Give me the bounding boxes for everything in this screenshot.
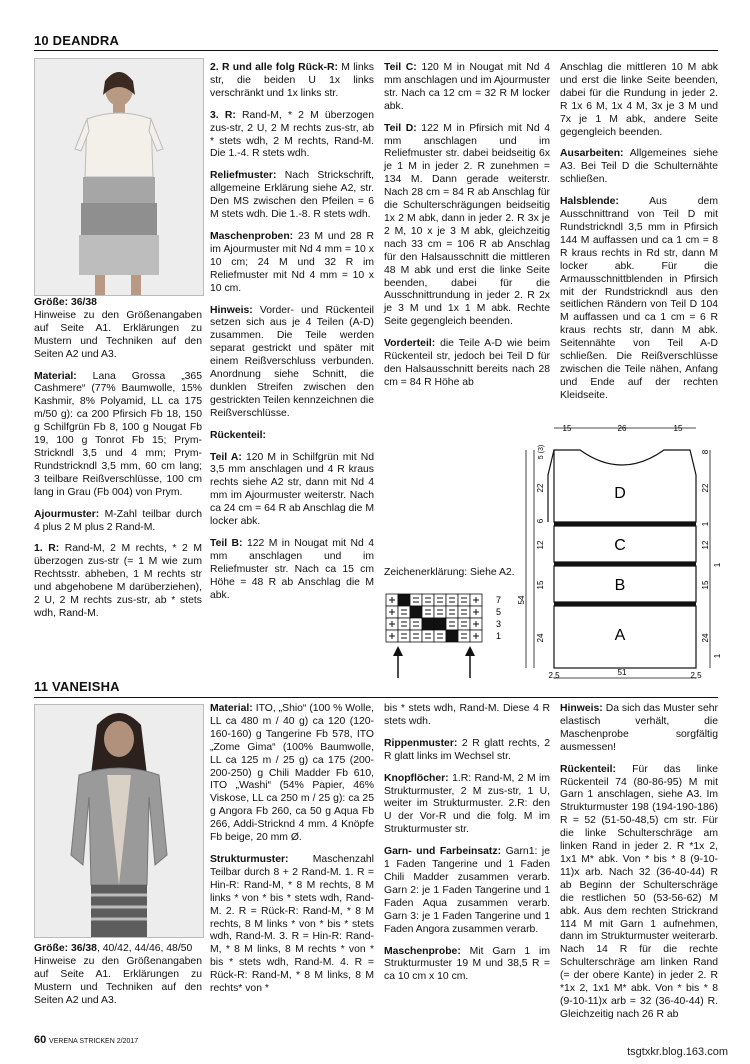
page-footer [34, 1034, 138, 1046]
paragraph-heading: Hinweis: [560, 703, 603, 714]
chart-row-label: 5 [496, 607, 502, 617]
size-heading: Größe: 36/38 [34, 297, 97, 308]
paragraph-heading: Material: [210, 703, 253, 714]
deandra-column-2 [210, 62, 374, 612]
deandra-column-4 [560, 62, 718, 412]
dim-right-mark: 1 [713, 562, 722, 568]
section-rule [34, 50, 718, 51]
paragraph [34, 509, 202, 535]
dim-right: 24 [701, 633, 710, 643]
paragraph [34, 297, 202, 362]
paragraph-heading: Material: [34, 370, 77, 382]
chart-cell [410, 630, 422, 642]
paragraph-heading: Maschenproben: [210, 230, 294, 242]
paragraph [210, 170, 374, 222]
paragraph-heading: Rückenteil: [210, 429, 267, 441]
paragraph [210, 110, 374, 162]
paragraph [384, 738, 550, 764]
paragraph-text: 1.R: Rand-M, 2 M im Strukturmuster, 2 M zus-str, 1 U, weiter im Strukturmuster. 2.R: den U der Vor-R und die folg. M im Strukturmuster str. [384, 772, 550, 836]
zipper-strip [554, 522, 696, 526]
deandra-column-1 [34, 297, 202, 630]
paragraph-text: Lana Grossa „365 Cashmere“ (77% Baumwolle, 15% Kashmir, 8% Polyamid, LL ca 175 m/50 g): ca 200 Pfirsich Fb 18, 150 g Schilfgrün Fb 8, 100 g Nougat Fb 19, 100 g Tonrot Fb 15; Prym-Strickndl 3,5 und 4 mm; Prym-Rundstrickndl 3,5 mm, 60 cm lang; 3 teilbare Reißverschlüsse, 100 cm lang in Grau (Fb 004) von Prym. [34, 370, 202, 498]
chart-cell [422, 606, 434, 618]
paragraph [210, 452, 374, 529]
paragraph-heading: Rückenteil: [560, 763, 617, 775]
chart-cell [410, 618, 422, 630]
paragraph-heading: Halsblende: [560, 196, 619, 208]
paragraph [384, 703, 550, 729]
paragraph-text: Garn1: je 1 Faden Tangerine und 1 Faden Chili Madder zusammen verarb. Garn 2: je 1 Faden Tangerine und 1 Faden Aqua zusammen verarb. Garn 3: je 1 Faden Tangerine und 1 Faden Angora zusammen verarb. [384, 846, 550, 935]
paragraph-text: bis * stets wdh, Rand-M. Diese 4 R stets wdh. [384, 703, 550, 727]
dress-schematic [517, 420, 730, 684]
chart-row-label: 1 [496, 631, 502, 641]
chart-cell [434, 606, 446, 618]
chart-cell [446, 630, 458, 642]
paragraph-text: 120 M in Nougat mit Nd 4 mm anschlagen und im Ajourmuster str. Nach ca 12 cm = 32 R M locker abk. [384, 62, 550, 112]
chart-grid [386, 594, 482, 642]
deandra-photo [34, 58, 204, 296]
paragraph-heading: Reliefmuster: [210, 170, 277, 182]
chart-row-label: 7 [496, 595, 502, 605]
magazine-name: VERENA STRICKEN 2/2017 [49, 1038, 139, 1045]
paragraph [560, 196, 718, 403]
paragraph [560, 148, 718, 187]
dress-model-image [35, 59, 203, 295]
dim-left: 6 [536, 518, 545, 524]
chart-cell [434, 630, 446, 642]
paragraph-text: 120 M in Schilfgrün mit Nd 3,5 mm anschlagen und 4 R kraus rechts siehe A2 str, dann mit Nd 4 mm im Ajourmuster weiterstr. Nach ca 24 cm = 64 R ab Anschlag die M locker abk. [210, 451, 375, 528]
paragraph [560, 62, 718, 139]
part-label-d: D [614, 485, 626, 502]
paragraph-text: Maschenzahl Teilbar durch 8 + 2 Rand-M. 1. R = Hin-R: Rand-M, * 8 M rechts, 8 M links * von * bis * stets wdh, Rand-M. 2. R = Rück-R: Rand-M, * 8 M rechts, 8 M links * von * bis * stets wdh, Rand-M. 3. R = Hin-R: Rand-M, * 8 M links, 8 M rechts * von * bis * stets wdh, Rand-M. 4. R = Rück-R: Rand-M, * 8 M links, 8 M rechts* von * [210, 853, 374, 995]
chart-cell [446, 618, 458, 630]
paragraph-heading: Teil D: [384, 122, 417, 134]
zipper-strip [554, 602, 696, 606]
paragraph-text: 2 R glatt rechts, 2 R glatt links im Wechsel str. [384, 737, 550, 762]
paragraph-text: Da sich das Muster sehr elastisch verhält, die Maschenprobe sorgfältig ausmessen! [560, 703, 718, 753]
chart-cell [410, 606, 422, 618]
paragraph-text: 122 M in Nougat mit Nd 4 mm anschlagen und im Reliefmuster str. Nach ca 15 cm Höhe = 48 R ab Anschlag die M abk. [210, 538, 374, 601]
paragraph-text: die Teile A-D wie beim Rückenteil str, jedoch bei Teil D für den Halsausschnitt bereits nach 28 cm = 84 R Höhe ab [384, 338, 550, 388]
chart-cell [458, 618, 470, 630]
dim-right: 12 [701, 540, 710, 550]
section-rule [34, 697, 718, 698]
arrow-up-icon [393, 646, 403, 678]
chart-row-label: 3 [496, 619, 502, 629]
zipper-strip [554, 562, 696, 566]
legend-label: Zeichenerklärung: Siehe A2. [384, 567, 515, 578]
size-heading: Größe: 36/38 [34, 943, 97, 954]
dim-left: 12 [536, 540, 545, 550]
paragraph-heading: Rippenmuster: [384, 737, 458, 749]
chart-cell [422, 618, 434, 630]
dim-bottom-mid: 51 [617, 668, 627, 677]
knitting-chart [384, 592, 514, 678]
paragraph [384, 123, 550, 330]
paragraph-text: 122 M in Pfirsich mit Nd 4 mm anschlagen und im Reliefmuster str. dabei beidseitig 6x je 1 M in jeder 2. R zunehmen = 134 M. Dann gerade weiterstr. Nach 28 cm = 84 R ab Anschlag für die Schulterschrägungen beidseitig 1x 2 M abk, dann in jeder 2. R 3x je 2 M, 10 x je 3 M abk, gleichzeitig nach 33 cm = 106 R ab Anschlag für den Halsausschnitt die mittleren 48 M abk und erst die linke Seite beenden, dabei für die Ausschnittrundung in jeder 2. R 2x je 3 M und 1x 1 M abk. Rechte Seite gegengleich beenden. [384, 122, 550, 328]
chart-cell [398, 594, 410, 606]
chart-cell [458, 594, 470, 606]
paragraph [384, 846, 550, 936]
paragraph-heading: Teil C: [384, 62, 417, 73]
paragraph [384, 773, 550, 838]
paragraph [34, 543, 202, 620]
chart-cell [398, 618, 410, 630]
paragraph [384, 946, 550, 985]
paragraph-text: Rand-M, * 2 M überzogen zus-str, 2 U, 2 M rechts zus-str, ab * stets wdh, 2 M rechts, Rand-M. Die 1.-4. R stets wdh. [210, 109, 374, 160]
dim-right-mark: 1 [713, 653, 722, 659]
vaneisha-column-2 [210, 703, 374, 1005]
paragraph-text: Allgemeines siehe A3. Bei Teil D die Schulternähte schließen. [560, 148, 718, 186]
dim-bottom-left: 2,5 [548, 671, 560, 680]
paragraph [210, 854, 374, 996]
dim-right: 8 [701, 449, 710, 455]
paragraph-text: Für das linke Rückenteil 74 (80-86-95) M mit Garn 1 anschlagen, siehe A3. Im Strukturmuster 198 (194-190-186) R = 52 (51-50-48,5) cm str. Für die linke Schulterschräge am linken Rand in jeder 2. R *1x 2, 1x1 M* abk. Von * bis * 8 (9-10-11)x arb. Nach 32 (36-40-44) R ab Beginn der Schulterschräge die restlichen 50 (53-56-62) M abk. Aus dem rechten Strickrand 114 M mit Garn 1 aufnehmen, dann im Strukturmuster weiterarb. Nach 14 R für die rechte Schulterschräge am linken Rand (= der obere Kante) in jeder 2. R *1x 2, 1x1 M* abk. Von * bis * 8 (9-10-11)x arb = 32 (36-40-44) R. Gleichzeitig nach 26 R ab [560, 763, 718, 1020]
paragraph-text: 23 M und 28 R im Ajourmuster mit Nd 4 mm = 10 x 10 cm; 24 M und 32 R im Reliefmuster mit Nd 4 mm = 10 x 10 cm. [210, 230, 374, 294]
paragraph-heading: Garn- und Farbeinsatz: [384, 846, 502, 858]
paragraph [210, 62, 374, 101]
dim-top-mid: 26 [617, 424, 627, 433]
paragraph-heading: Teil A: [210, 451, 242, 463]
paragraph-text: , 40/42, 44/46, 48/50 [96, 943, 193, 954]
paragraph-heading: Ausarbeiten: [560, 148, 624, 160]
paragraph-text: Hinweise zu den Größenangaben auf Seite A1. Erklärungen zu Mustern und Techniken auf den Seiten A2 und A3. [34, 309, 202, 360]
dim-left: 24 [536, 633, 545, 643]
vaneisha-column-4 [560, 703, 718, 1031]
dim-left: 15 [536, 580, 545, 590]
paragraph [210, 305, 374, 421]
paragraph-text: Anschlag die mittleren 10 M abk und erst die linke Seite beenden, dabei für die Rundung in jeder 2. R 1x 6 M, 1x 4 M, 3x je 3 M und 7x je 1 M abk, andere Seite gegengleich beenden. [560, 62, 718, 138]
paragraph-text: Nach Strickschrift, allgemeine Erklärung siehe A2, str. Den MS zwischen den Pfeilen = 6 M stets wdh. Die 1.-8. R stets wdh. [210, 170, 374, 221]
paragraph [34, 956, 202, 1008]
chart-cell [434, 594, 446, 606]
watermark-credit: tsgtxkr.blog.163.com [627, 1046, 728, 1058]
paragraph-heading: Maschenprobe: [384, 945, 461, 957]
section-title-vaneisha: 11 VANEISHA [34, 679, 120, 694]
paragraph [34, 371, 202, 500]
armhole-line [548, 450, 554, 522]
paragraph [210, 231, 374, 296]
part-label-b: B [614, 577, 626, 594]
dim-left-total: 54 [517, 595, 526, 605]
paragraph-text: Aus dem Ausschnittrand von Teil D mit Rundstrickndl 3,5 mm in Pfirsich 144 M auffassen und ca 1 cm = 8 R kraus rechts in Rd str, dann M locker abk. Für die Armausschnittblenden in Pfirsich mit der Rundstrickndl aus den seitlichen Rändern von Teil D 104 M auffassen und ca 1 cm = 6 R kraus rechts str, dann M abk. Seitennähte von Teil A-D schließen. Die Reißverschlüsse zwischen die Teile nähen, Anfang und Ende auf der rechten Kleidseite. [560, 196, 718, 401]
paragraph [384, 338, 550, 390]
vaneisha-photo [34, 704, 204, 938]
part-label-c: C [614, 537, 626, 554]
chart-cell [422, 630, 434, 642]
paragraph-text: Vorder- und Rückenteil setzen sich aus je 4 Teilen (A-D) zusammen. Die Teile werden separat gestrickt und später mit einem Reißverschluss verbunden. Anordnung siehe Schnitt, die dunklen Streifen zwischen den gestrickten Teilen kennzeichnen die Reißverschlüsse. [210, 304, 374, 419]
section-title-deandra: 10 DEANDRA [34, 33, 120, 48]
vaneisha-column-3 [384, 703, 550, 993]
dim-left: 22 [536, 483, 545, 493]
dim-right: 1 [701, 521, 710, 527]
chart-cell [398, 606, 410, 618]
paragraph-heading: Vorderteil: [384, 338, 436, 350]
paragraph-text: Hinweise zu den Größenangaben auf Seite A1. Erklärungen zu Mustern und Techniken auf den Seiten A2 und A3. [34, 955, 202, 1006]
deandra-column-3 [384, 62, 550, 399]
chart-cell [458, 630, 470, 642]
page-number: 60 [34, 1034, 47, 1046]
part-label-a: A [614, 627, 626, 644]
paragraph-heading: 2. R und alle folg Rück-R: [210, 62, 338, 73]
paragraph [560, 703, 718, 755]
paragraph-heading: Strukturmuster: [210, 853, 289, 865]
dim-bottom-right: 2,5 [690, 671, 702, 680]
cardigan-model-image [35, 705, 203, 937]
chart-cell [446, 594, 458, 606]
paragraph-heading: Teil B: [210, 538, 243, 549]
chart-cell [398, 630, 410, 642]
paragraph [560, 764, 718, 1022]
vaneisha-column-1 [34, 943, 202, 1017]
paragraph-text: ITO, „Shio“ (100 % Wolle, LL ca 480 m / 40 g) ca 120 (120-160-160) g Tangerine Fb 578, ITO „Zome Gima“ (100% Baumwolle, LL ca 125 m / 25 g) ca 175 (200-200-250) g Chili Madder Fb 610, ITO „Washi“ (54% Papier, 46% Viskose, LL ca 250 m / 25 g): ca 25 g Angora Fb 260, ca 50 g Aqua Fb 266, Addi-Stricknd 4 mm. 4 Knöpfe Fb beige, 20 mm Ø. [210, 703, 374, 844]
chart-cell [458, 606, 470, 618]
chart-cell [434, 618, 446, 630]
paragraph-heading: Knopflöcher: [384, 772, 449, 784]
paragraph [210, 703, 374, 845]
paragraph [210, 538, 374, 603]
paragraph-heading: 1. R: [34, 543, 60, 555]
paragraph [34, 943, 202, 956]
paragraph [384, 62, 550, 114]
paragraph-heading: Ajourmuster: [34, 508, 100, 520]
paragraph-heading: 3. R: [210, 109, 236, 121]
dim-top-left: 15 [562, 424, 572, 433]
paragraph-text: Rand-M, 2 M rechts, * 2 M überzogen zus-str (= 1 M wie zum Rechtsstr. abheben, 1 M rechts str und abgehobene M darüberziehen), 2 U, 2 M rechts zus-str, ab * stets wdh, Rand-M. [34, 543, 202, 619]
paragraph [210, 430, 374, 443]
chart-cell [422, 594, 434, 606]
chart-cell [446, 606, 458, 618]
paragraph-text: M-Zahl teilbar durch 4 plus 2 M plus 2 Rand-M. [34, 508, 202, 533]
arrow-up-icon [465, 646, 475, 678]
dim-right: 22 [701, 483, 710, 493]
dim-left: 5 (3) [538, 444, 545, 460]
paragraph-heading: Hinweis: [210, 304, 253, 316]
dim-right: 15 [701, 580, 710, 590]
dim-top-right: 15 [673, 424, 683, 433]
paragraph-text: M links str, die beiden U 1x links verschränkt und 1x links str. [210, 62, 374, 99]
paragraph-text: Mit Garn 1 im Strukturmuster 19 M und 38,5 R = ca 10 cm x 10 cm. [384, 945, 550, 983]
chart-cell [410, 594, 422, 606]
